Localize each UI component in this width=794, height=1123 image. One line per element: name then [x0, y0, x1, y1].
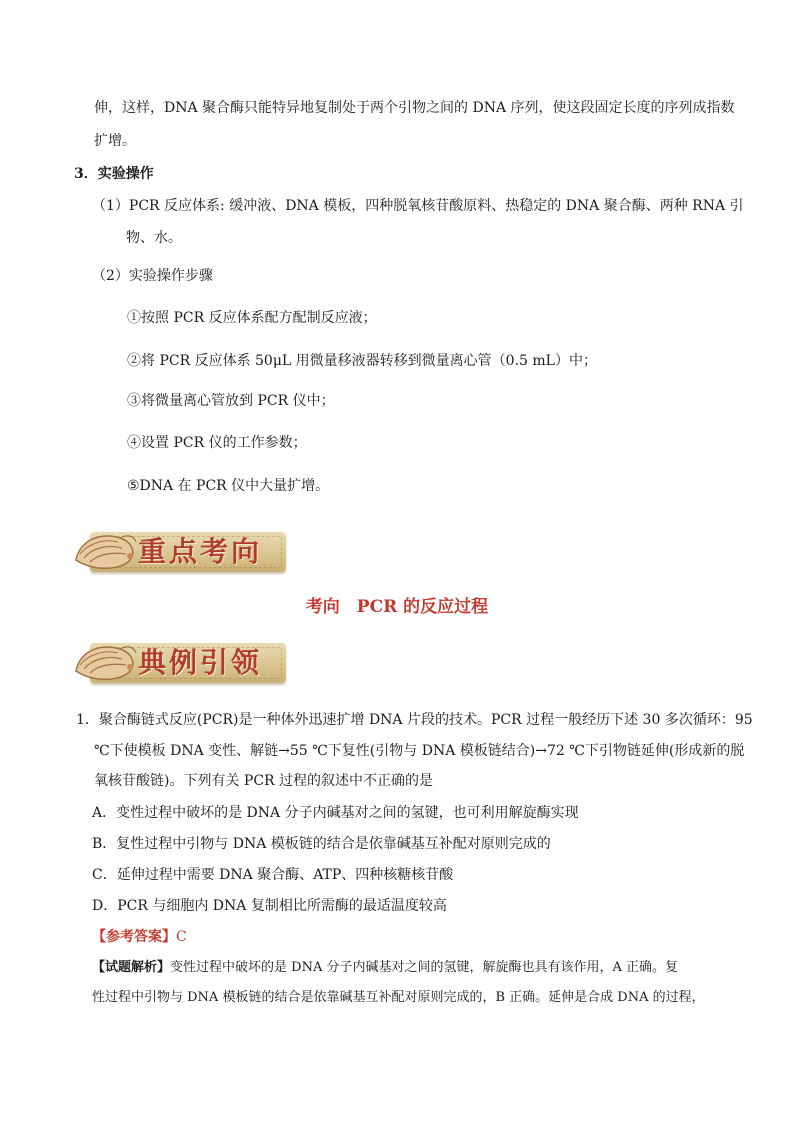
answer-label: 【参考答案】: [92, 929, 176, 945]
section-3-heading: 3．实验操作: [74, 166, 154, 182]
banner-key-directions: [70, 526, 290, 576]
conch-shell-icon: [70, 526, 140, 576]
question-line-3: 氧核苷酸链)。下列有关 PCR 过程的叙述中不正确的是: [94, 773, 434, 789]
step-2: ②将 PCR 反应体系 50μL 用微量移液器转移到微量离心管（0.5 mL）中；: [127, 353, 597, 369]
step-5: ⑤DNA 在 PCR 仪中大量扩增。: [127, 478, 330, 494]
option-a: A．变性过程中破坏的是 DNA 分子内碱基对之间的氢键，也可利用解旋酶实现: [92, 805, 579, 821]
banner-typical-examples: [70, 637, 290, 687]
explanation-label: 【试题解析】: [92, 960, 171, 975]
intro-line-1: 伸，这样，DNA 聚合酶只能特异地复制处于两个引物之间的 DNA 序列，使这段固定长度的序列成指数: [94, 100, 735, 116]
option-b: B．复性过程中引物与 DNA 模板链的结合是依靠碱基互补配对原则完成的: [92, 836, 551, 852]
section-3-item-1-line-1: （1）PCR 反应体系: 缓冲液、DNA 模板，四种脱氧核苷酸原料、热稳定的 DNA 聚合酶、两种 RNA 引: [92, 198, 744, 214]
step-3: ③将微量离心管放到 PCR 仪中；: [127, 393, 335, 409]
explanation-line-1: [92, 958, 678, 978]
answer-line: [92, 927, 187, 947]
intro-line-2: 扩增。: [94, 133, 136, 149]
step-1: ①按照 PCR 反应体系配方配制反应液；: [127, 310, 377, 326]
section-3-item-2: （2）实验操作步骤: [92, 268, 213, 284]
topic-title: 考向 PCR 的反应过程: [305, 597, 489, 617]
option-d: D．PCR 与细胞内 DNA 复制相比所需酶的最适温度较高: [92, 898, 447, 914]
answer-value: C: [176, 929, 187, 945]
section-3-item-1-line-2: 物、水。: [126, 230, 182, 246]
conch-shell-icon: [70, 637, 140, 687]
banner-title: 典例引领: [138, 646, 263, 679]
step-4: ④设置 PCR 仪的工作参数；: [127, 435, 307, 451]
explanation-text-1: 变性过程中破坏的是 DNA 分子内碱基对之间的氢键，解旋酶也具有该作用，A 正确。复: [170, 960, 678, 975]
banner-title: 重点考向: [138, 535, 263, 568]
explanation-line-2: 性过程中引物与 DNA 模板链的结合是依靠碱基互补配对原则完成的，B 正确。延伸是合成 DNA 的过程，: [92, 990, 705, 1005]
option-c: C．延伸过程中需要 DNA 聚合酶、ATP、四种核糖核苷酸: [92, 867, 454, 883]
question-line-1: 1．聚合酶链式反应(PCR)是一种体外迅速扩增 DNA 片段的技术。PCR 过程一般经历下述 30 多次循环：95: [76, 712, 753, 728]
question-line-2: ℃下使模板 DNA 变性、解链→55 ℃下复性(引物与 DNA 模板链结合)→72 ℃下引物链延伸(形成新的脱: [94, 743, 745, 759]
